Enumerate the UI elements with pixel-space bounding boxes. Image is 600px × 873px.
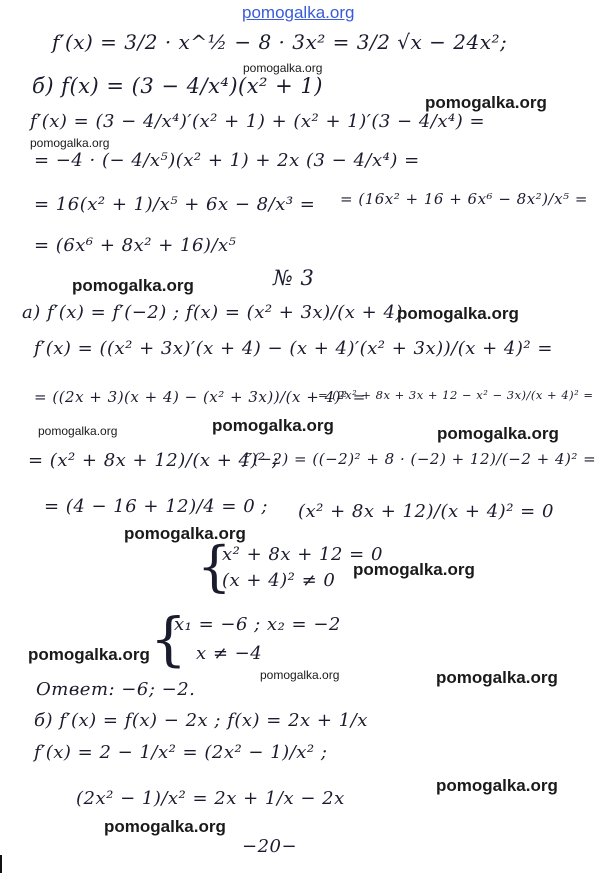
watermark-label: pomogalka.org <box>124 524 246 543</box>
page-number: −20− <box>242 836 298 857</box>
exercise-number: № 3 <box>273 266 315 290</box>
line-3b-derivative: f′(x) = 2 − 1/x² = (2x² − 1)/x² ; <box>34 742 328 763</box>
line-b-step2: = −4 · (− 4/x⁵)(x² + 1) + 2x (3 − 4/x⁴) = <box>34 150 420 171</box>
line-3b-equation: (2x² − 1)/x² = 2x + 1/x − 2x <box>76 788 345 809</box>
line-b-step3-combined: = (16x² + 16 + 6x⁶ − 8x²)/x⁵ = <box>340 190 588 208</box>
line-b-result: = (6x⁶ + 8x² + 16)/x⁵ <box>34 235 237 256</box>
edge-mark <box>0 855 2 873</box>
line-b-derivative: f′(x) = (3 − 4/x⁴)′(x² + 1) + (x² + 1)′(3 − 4/x⁴) = <box>30 111 486 132</box>
roots-line: x₁ = −6 ; x₂ = −2 <box>174 614 341 635</box>
line-3a-step2: = ((2x + 3)(x + 4) − (x² + 3x))/(x + 4)² = <box>34 388 366 406</box>
line-b-step3: = 16(x² + 1)/x⁵ + 6x − 8/x³ = <box>34 194 316 215</box>
system-brace: { <box>150 605 187 673</box>
watermark-label: pomogalka.org <box>72 276 194 295</box>
watermark-small: pomogalka.org <box>260 668 340 682</box>
line-3a-value: = (4 − 16 + 12)/4 = 0 ; <box>44 496 268 517</box>
watermark-label: pomogalka.org <box>397 304 519 323</box>
watermark-small: pomogalka.org <box>30 136 110 150</box>
domain-restriction: x ≠ −4 <box>196 643 263 664</box>
watermark-label: pomogalka.org <box>212 416 334 435</box>
watermark-small: pomogalka.org <box>243 61 323 75</box>
line-3a-derivative: f′(x) = ((x² + 3x)′(x + 4) − (x + 4)′(x² + 3x))/(x + 4)² = <box>34 338 553 359</box>
system-equation-1: x² + 8x + 12 = 0 <box>222 544 383 565</box>
watermark-label: pomogalka.org <box>353 560 475 579</box>
watermark-label: pomogalka.org <box>436 776 558 795</box>
system-brace: { <box>197 535 232 598</box>
watermark-label: pomogalka.org <box>437 424 559 443</box>
watermark-small: pomogalka.org <box>38 424 118 438</box>
line-3a-equation: (x² + 8x + 12)/(x + 4)² = 0 <box>298 501 554 522</box>
line-3a-at-minus-two: f′(−2) = ((−2)² + 8 · (−2) + 12)/(−2 + 4)² = <box>243 450 597 468</box>
watermark-label: pomogalka.org <box>104 817 226 836</box>
watermark-label: pomogalka.org <box>436 668 558 687</box>
line-3b-condition: б) f′(x) = f(x) − 2x ; f(x) = 2x + 1/x <box>34 710 368 731</box>
line-derivative-a: f′(x) = 3/2 · x^½ − 8 · 3x² = 3/2 √x − 24x²; <box>52 30 508 54</box>
watermark-top: pomogalka.org <box>242 3 355 22</box>
line-3a-simplified: = (x² + 8x + 12)/(x + 4)² ; <box>28 450 279 471</box>
watermark-label: pomogalka.org <box>425 93 547 112</box>
line-3a-condition: а) f′(x) = f′(−2) ; f(x) = (x² + 3x)/(x + 4) <box>22 302 403 323</box>
answer-line: Ответ: −6; −2. <box>36 679 196 700</box>
line-3a-step2-expanded: = (2x² + 8x + 3x + 12 − x² − 3x)/(x + 4)² = <box>318 388 594 402</box>
watermark-label: pomogalka.org <box>28 645 150 664</box>
line-b-function: б) f(x) = (3 − 4/x⁴)(x² + 1) <box>32 74 323 98</box>
system-condition-1: (x + 4)² ≠ 0 <box>222 570 336 591</box>
